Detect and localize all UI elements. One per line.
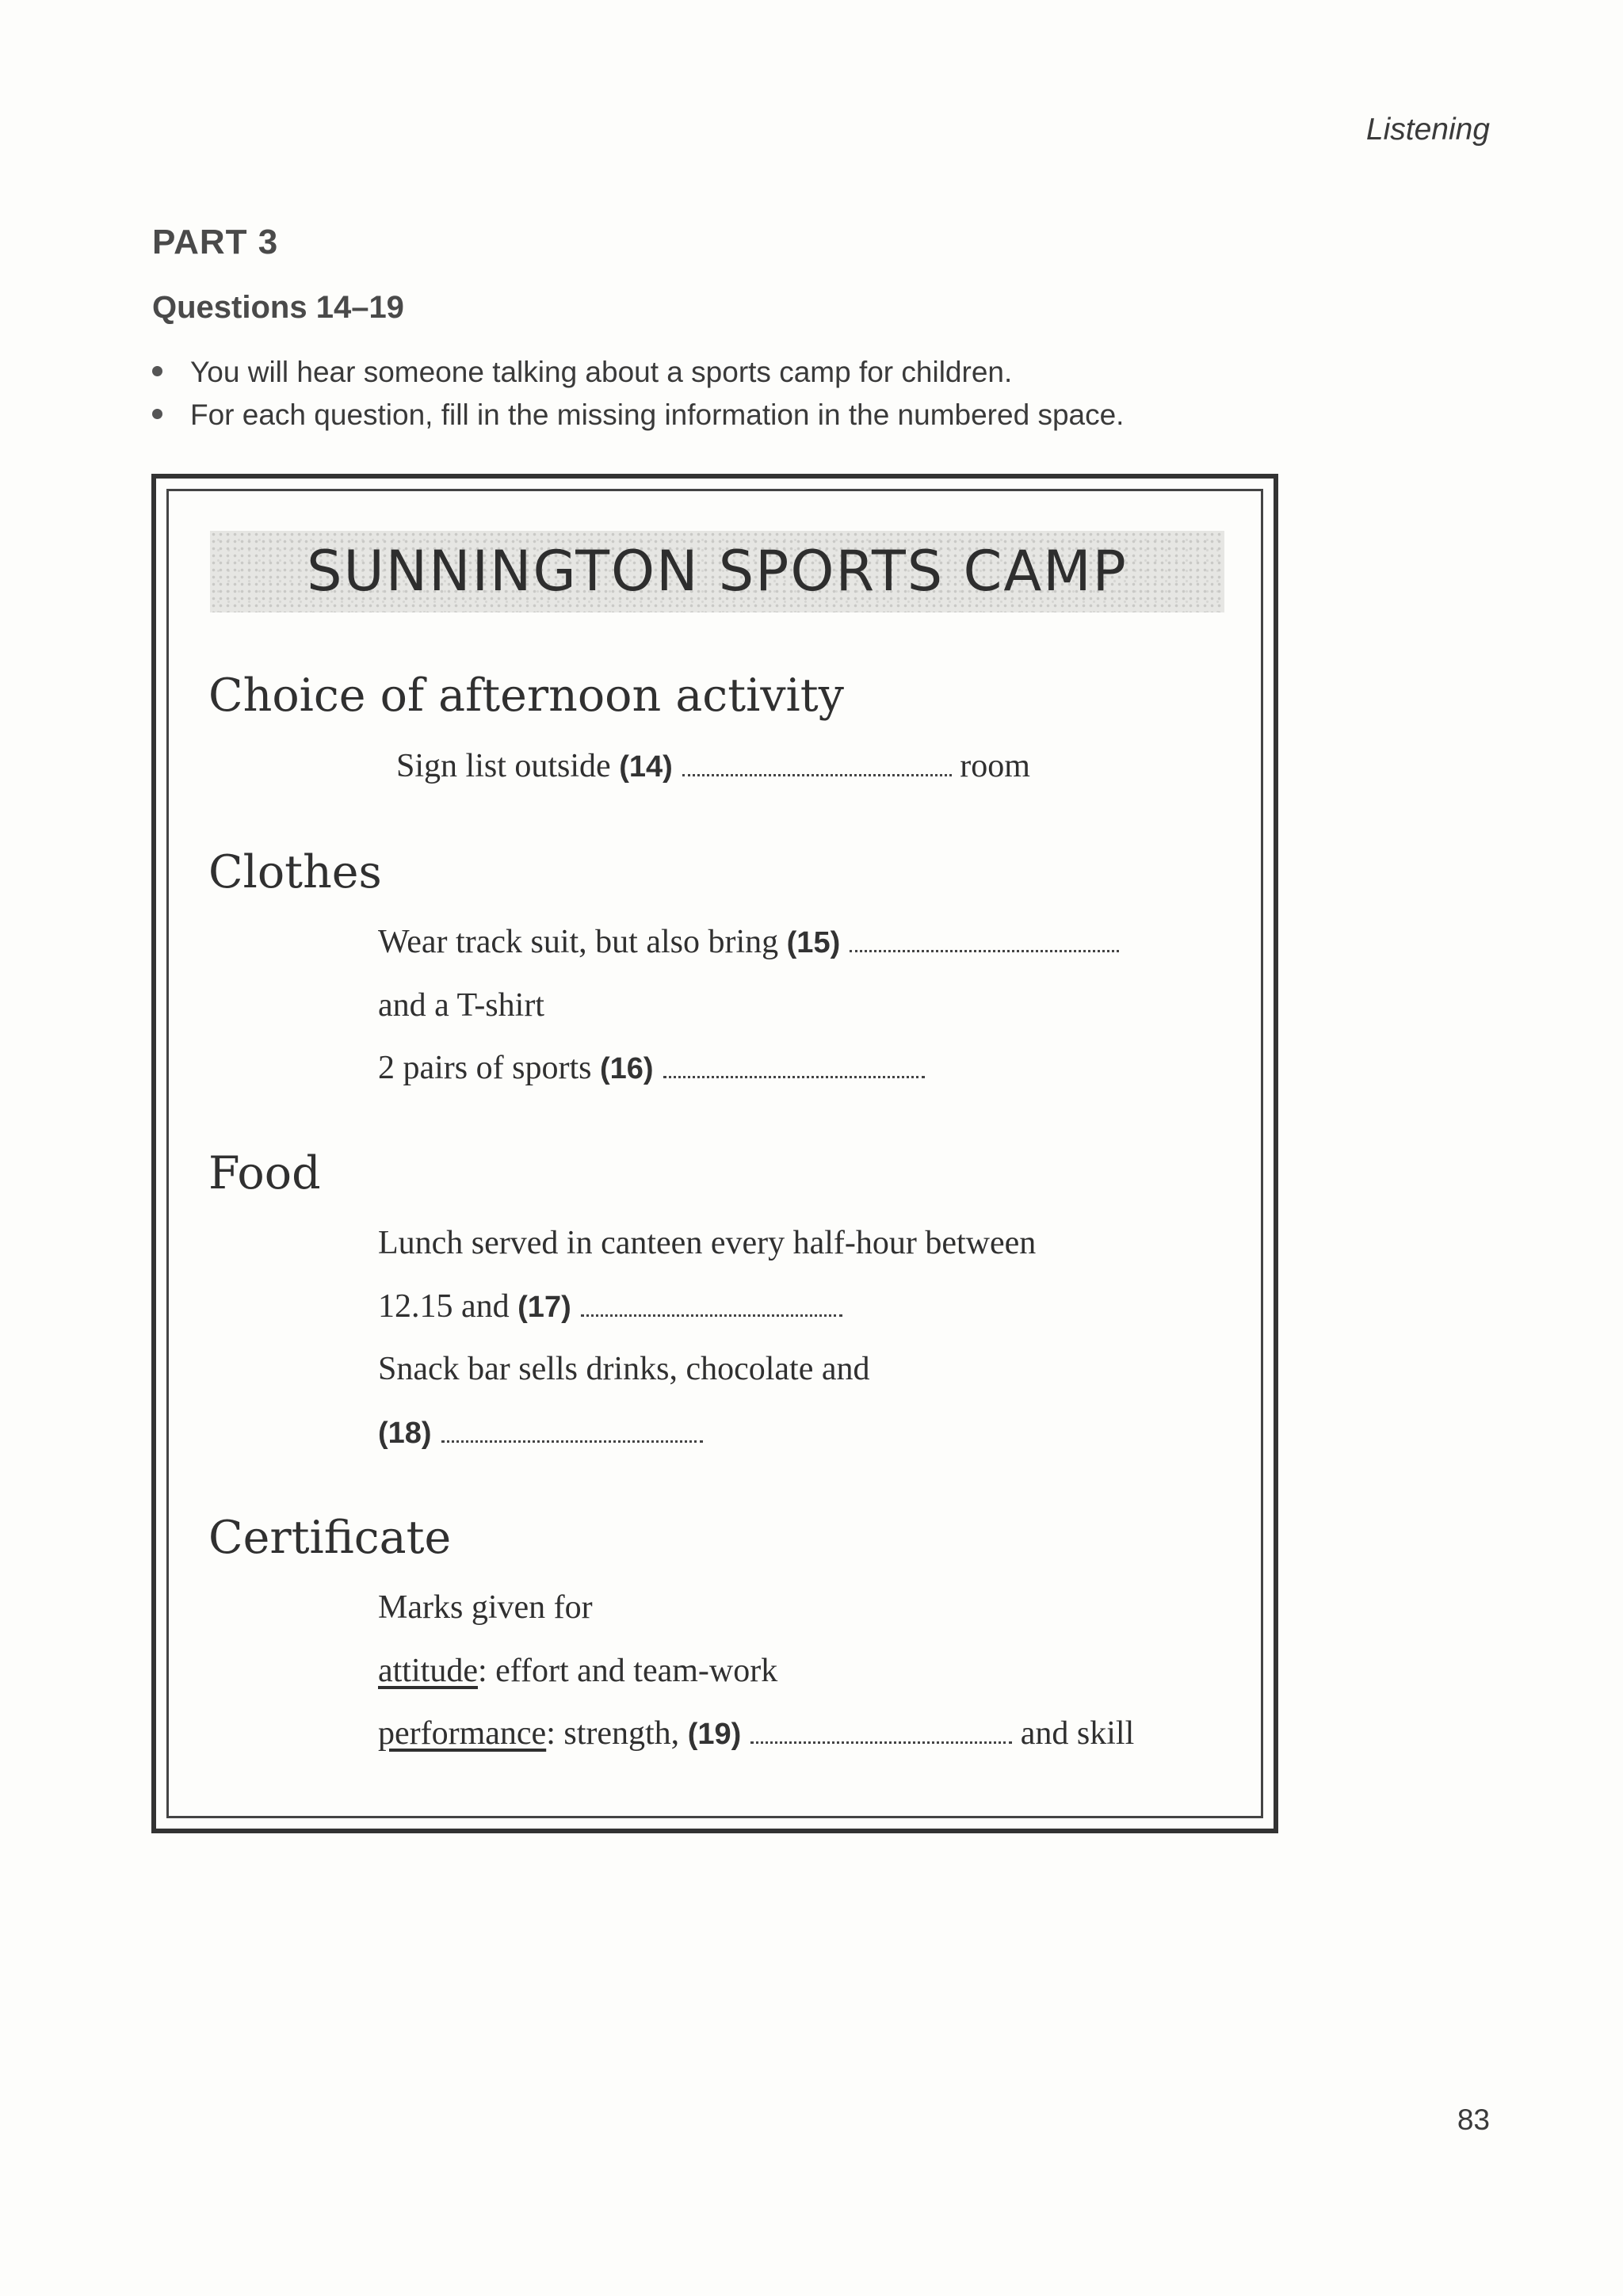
attitude-label: attitude [378,1653,478,1689]
page-number: 83 [1457,2103,1490,2136]
question-18-number: (18) [378,1417,432,1450]
section-heading-certificate: Certificate [208,1512,452,1564]
part-title: PART 3 [152,223,279,261]
instruction-item [152,351,1124,394]
questions-range: Questions 14–19 [152,290,404,325]
attitude-text: : effort and team-work [477,1653,778,1689]
question-19-number: (19) [687,1718,742,1751]
bullet-icon [152,409,162,419]
instruction-text: You will hear someone talking about a sports camp for children. [190,356,1013,388]
form-title: SUNNINGTON SPORTS CAMP [307,539,1128,604]
question-15-prompt: Wear track suit, but also bring [378,924,779,960]
question-17-number: (17) [517,1291,571,1324]
question-17-line [378,1287,842,1325]
question-16-prompt: 2 pairs of sports [378,1050,592,1086]
question-19-line [378,1714,1134,1753]
question-19-prompt: : strength, [546,1715,680,1752]
question-14-prompt: Sign list outside [396,748,611,784]
question-16-line [378,1049,925,1087]
answer-blank-17[interactable] [581,1311,842,1317]
question-17-prompt: 12.15 and [378,1288,510,1325]
question-18-line [378,1413,703,1451]
running-head: Listening [1365,113,1490,147]
question-14-number: (14) [619,750,673,784]
attitude-line [378,1652,777,1690]
question-16-number: (16) [599,1052,654,1085]
answer-blank-15[interactable] [850,947,1119,952]
instruction-text: For each question, fill in the missing information in the numbered space. [190,399,1125,431]
food-line-1: Lunch served in canteen every half-hour between [378,1225,1037,1261]
clothes-line-2: and a T-shirt [378,987,544,1024]
section-heading-food: Food [208,1147,321,1199]
performance-label: performance [378,1715,547,1752]
instruction-item [152,394,1124,437]
answer-blank-18[interactable] [441,1437,703,1443]
answer-blank-14[interactable] [682,771,952,776]
section-heading-clothes: Clothes [208,846,382,898]
food-line-3: Snack bar sells drinks, chocolate and [378,1351,870,1387]
question-14-suffix: room [960,748,1030,784]
instructions-list [152,351,1124,437]
certificate-line-1: Marks given for [378,1589,593,1626]
section-heading-activity: Choice of afternoon activity [208,669,844,722]
question-14-line [396,747,1030,785]
question-15-line [378,923,1119,961]
question-15-number: (15) [786,926,841,959]
bullet-icon [152,366,162,376]
answer-blank-16[interactable] [663,1073,925,1078]
answer-blank-19[interactable] [750,1738,1012,1744]
question-19-suffix: and skill [1020,1715,1135,1752]
